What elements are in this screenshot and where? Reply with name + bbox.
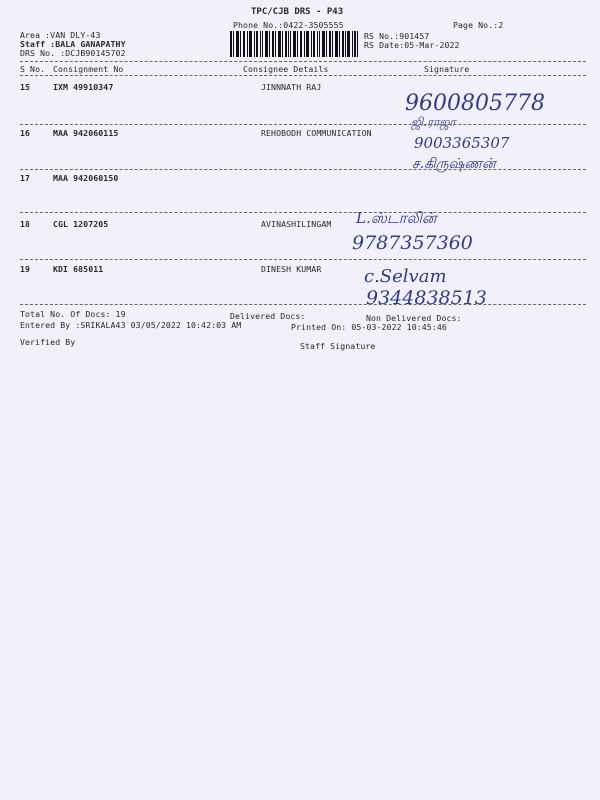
svg-text:ஜி.ராஜா: ஜி.ராஜா — [411, 115, 456, 129]
row-divider — [20, 124, 586, 125]
svg-text:9787357360: 9787357360 — [352, 232, 473, 254]
barcode-icon — [230, 31, 358, 57]
row-sno: 19 — [20, 264, 31, 274]
row-consignment-number: IXM 49910347 — [53, 82, 114, 92]
row-signature-handwritten — [360, 262, 540, 310]
row-consignee-name: REHOBODH COMMUNICATION — [261, 128, 372, 138]
row-sno: 18 — [20, 219, 31, 229]
phone-number: Phone No.:0422-3505555 — [233, 20, 344, 30]
svg-text:9344838513: 9344838513 — [366, 287, 487, 309]
header-divider-top — [20, 61, 586, 62]
svg-text:ச.கிருஷ்ணன்: ச.கிருஷ்ணன் — [412, 156, 496, 172]
header-divider-bottom — [20, 75, 586, 76]
row-consignee-name: AVINASHILINGAM — [261, 219, 332, 229]
rs-date: RS Date:05-Mar-2022 — [364, 40, 460, 50]
row-consignment-number: MAA 942060150 — [53, 173, 119, 183]
document-title: TPC/CJB DRS - P43 — [251, 7, 344, 17]
rs-number: RS No.:901457 — [364, 31, 430, 41]
staff-name: Staff :BALA GANAPATHY — [20, 39, 126, 49]
column-header-consignee: Consignee Details — [243, 64, 329, 74]
row-consignee-name: DINESH KUMAR — [261, 264, 322, 274]
row-sno: 16 — [20, 128, 31, 138]
drs-number: DRS No. :DCJB90145702 — [20, 48, 126, 58]
row-divider — [20, 169, 586, 170]
row-divider — [20, 304, 586, 305]
printed-on: Printed On: 05-03-2022 10:45:46 — [291, 322, 447, 332]
area-label: Area :VAN DLY-43 — [20, 30, 101, 40]
verified-by-label: Verified By — [20, 337, 76, 347]
column-header-consignment: Consignment No — [53, 64, 124, 74]
row-sno: 15 — [20, 82, 31, 92]
column-header-signature: Signature — [424, 64, 470, 74]
svg-text:9600805778: 9600805778 — [405, 91, 545, 116]
delivered-docs: Delivered Docs: — [230, 311, 306, 321]
row-consignment-number: MAA 942060115 — [53, 128, 119, 138]
total-docs: Total No. Of Docs: 19 — [20, 309, 126, 319]
column-header-sno: S No. — [20, 64, 46, 74]
row-divider — [20, 259, 586, 260]
row-signature-handwritten — [412, 132, 562, 174]
row-signature-handwritten — [350, 205, 520, 255]
row-consignment-number: KDI 685011 — [53, 264, 104, 274]
svg-text:9003365307: 9003365307 — [414, 134, 510, 152]
page-number: Page No.:2 — [453, 20, 504, 30]
svg-text:L.ஸ்டாலின்: L.ஸ்டாலின் — [356, 209, 437, 227]
staff-signature-label: Staff Signature — [300, 341, 376, 351]
non-delivered-docs: Non Delivered Docs: — [366, 313, 462, 323]
entered-by: Entered By :SRIKALA43 03/05/2022 10:42:03 AM — [20, 320, 242, 330]
row-consignee-name: JINNNATH RAJ — [261, 82, 322, 92]
svg-text:c.Selvam: c.Selvam — [364, 266, 447, 287]
row-sno: 17 — [20, 173, 31, 183]
row-consignment-number: CGL 1207205 — [53, 219, 109, 229]
